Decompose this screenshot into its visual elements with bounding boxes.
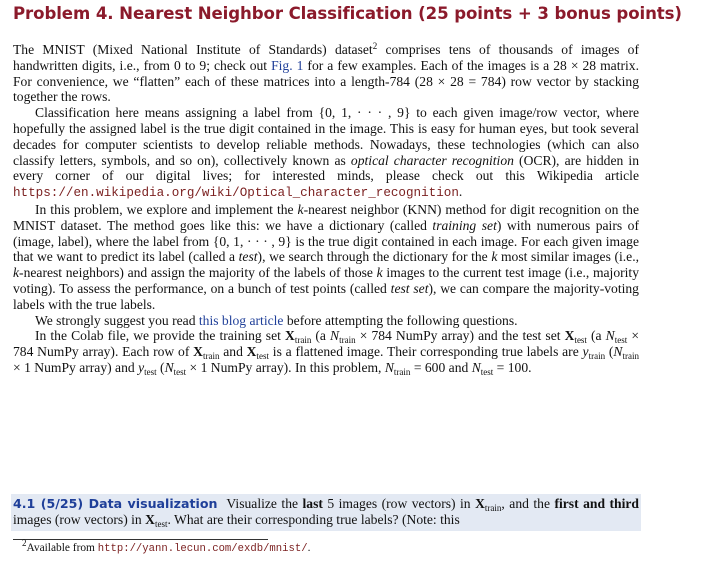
problem-title: Problem 4. Nearest Neighbor Classification (25 points + 3 bonus points) (13, 4, 682, 23)
footnote-rule (13, 539, 268, 540)
paragraph-mnist-intro: The MNIST (Mixed National Institute of Standards) dataset$^2$ comprises tens of thousands of images of handwritten digits, i.e., from 0 to 9; check out Fig. 1 for a few examples. Each of the images is a 28 × 28 matrix. For convenience, we “flatten” each of these matrices into a length-784 (28 × 28 = 784) row vector by stacking together the rows. (13, 41, 639, 105)
footnote: $^2$Available from http://yann.lecun.com/exdb/mnist/. (22, 538, 311, 555)
paragraph-knn: In this problem, we explore and implement the k-nearest neighbor (KNN) method for digit recognition on the MNIST dataset. The method goes like this: we have a dictionary (called training set) with numerous pairs of (image, label), where the label from {0, 1, · · · , 9} is the true digit contained in each image. For each given image that we want to predict its label (called a test), we search through the dictionary for the k most similar images (i.e., k-nearest neighbors) and assign the majority of the labels of those k images to the current test image (i.e., majority voting). To assess the performance, on a bunch of test points (called test set), we can compare the majority-voting labels with the true labels. (13, 201, 639, 312)
paragraph-blog-suggestion: We strongly suggest you read this blog article before attempting the following questions. (35, 312, 518, 328)
paragraph-colab-data: In the Colab file, we provide the training set $X_{train}$ (a $N_{train} \times 784$ NumPy array) and the test set $X_{test}$ (a $N_{test} \times 784$ NumPy array). Each row of $X_{train}$ and $X_{test}$ is a flattened image. Their corresponding true labels are $y_{train}$ ($N_{train} \times 1$ NumPy array) and $y_{test}$ ($N_{test} \times 1$ NumPy array). In this problem, $N_{train} = 600$ and $N_{test} = 100$. (13, 328, 639, 377)
footnote-mark[interactable]: 2 (372, 41, 378, 51)
paragraph-classification: Classification here means assigning a label from {0, 1, · · · , 9} to each given image/row vector, where hopefully the assigned label is the true digit contained in the image. This is easy for human eyes, but took several decades for computer scientists to develop reliable methods. Nowadays, these technologies (which can also classify letters, symbols, and so on), collectively known as optical character recognition (OCR), are hidden in every corner of our digital lives; for interested minds, please check out this Wikipedia article https://en.wikipedia.org/wiki/Optical_character_recognition. (13, 105, 639, 201)
mnist-url-link[interactable]: http://yann.lecun.com/exdb/mnist/ (97, 543, 308, 555)
question-label: 4.1 (5/25) Data visualization (13, 496, 218, 511)
problem-body (13, 42, 639, 376)
figure-1-link[interactable]: Fig. 1 (271, 57, 304, 73)
question-4-1: 4.1 (5/25) Data visualization Visualize the last 5 images (row vectors) in $X_{train}$, and the first and third images (row vectors) in $X_{test}$. What are their corresponding true labels? (Note: this (13, 496, 639, 529)
wikipedia-url-link[interactable]: https://en.wikipedia.org/wiki/Optical_character_recognition (13, 186, 459, 201)
blog-article-link[interactable]: this blog article (198, 312, 284, 328)
